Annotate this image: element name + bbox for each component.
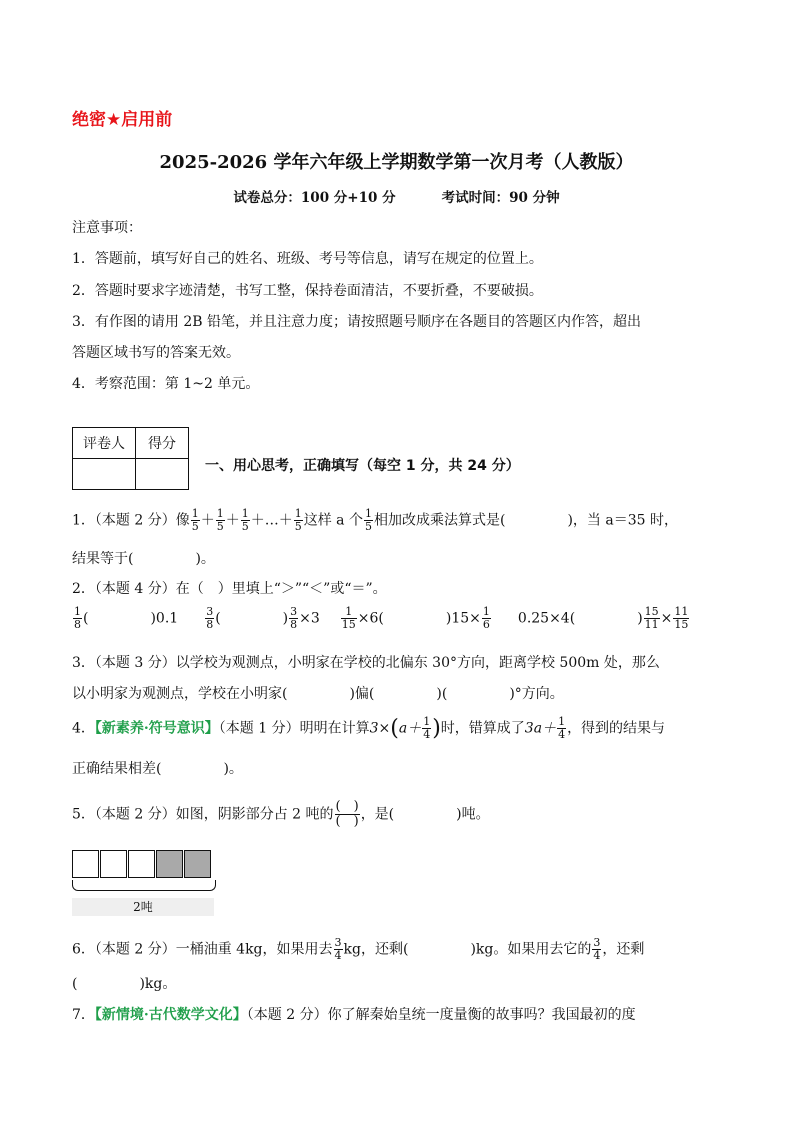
question-1-line2: 结果等于( )。 [72,551,215,567]
bar-brace [72,880,216,891]
reviewer-header: 评卷人 [73,428,136,459]
question-6: 6．（本题 2 分）一桶油重 4kg，如果用去 $\frac{3}{4}$ kg，还剩( )kg。如果用去它的 $\frac{3}{4}$ ，还剩 [72,936,645,962]
bar-cell [72,850,99,878]
exam-meta [0,186,793,206]
section-1-heading: 一、用心思考，正确填写（每空 1 分，共 24 分） [205,458,520,474]
question-6-line2: ( )kg。 [72,976,177,992]
score-table [72,427,189,490]
bar-cell [128,850,155,878]
bar-cell-shaded [184,850,211,878]
score-header: 得分 [136,428,189,459]
bar-cell-shaded [156,850,183,878]
question-2: 2．（本题 4 分）在（ ）里填上“＞”“＜”或“＝”。 [72,581,387,597]
reviewer-cell[interactable] [73,459,136,490]
question-tag: 【新素养·符号意识】 [94,720,219,737]
note-1: 1．答题前，填写好自己的姓名、班级、考号等信息，请写在规定的位置上。 [72,251,543,267]
note-3: 3．有作图的请用 2B 铅笔，并且注意力度；请按照题号顺序在各题目的答题区内作答，超出 [72,314,642,330]
question-7: 7．【新情境·古代数学文化】（本题 2 分）你了解秦始皇统一度量衡的故事吗？我国最初的度 [72,1007,636,1023]
exam-title: 2025-2026 学年六年级上学期数学第一次月考（人教版） [159,152,634,173]
question-4: 4．【新素养·符号意识】（本题 1 分）明明在计算3×(a＋ $\frac{1}{4}$ )时，错算成了3a＋ $\frac{1}{4}$ ，得到的结果与 [72,715,666,741]
score-cell[interactable] [136,459,189,490]
question-5: 5．（本题 2 分）如图，阴影部分占 2 吨的 ( ) ( ) ，是( )吨。 [72,799,490,829]
question-2-items: $\frac{1}{8}$ ( )0.1 $\frac{3}{8}$ ( ) $\frac{3}{8}$ ×3 $\frac{1}{15}$ ×6( )15× $\frac{1}{6}$ 0.25×4( ) $\frac{15}{11}$ × $\frac{11}{15}$ [74,605,689,631]
total-score: 试卷总分：100 分+10 分 [233,190,396,206]
exam-time: 考试时间：90 分钟 [441,190,560,206]
question-3: 3．（本题 3 分）以学校为观测点，小明家在学校的北偏东 30°方向，距离学校 500m 处，那么 [72,655,660,671]
question-tag: 【新情境·古代数学文化】 [94,1007,247,1023]
bar-cell [100,850,127,878]
question-1: 1．（本题 2 分）像 $\frac{1}{5}$ ＋ $\frac{1}{5}$ ＋ $\frac{1}{5}$ ＋…＋ $\frac{1}{5}$ 这样 a 个 $\frac{1}{5}$ 相加改成乘法算式是( )，当 a＝35 时， [72,507,678,533]
notes-heading: 注意事项： [72,220,142,236]
note-4: 4．考察范围：第 1~2 单元。 [72,376,260,392]
secret-label: 绝密★启用前 [72,110,173,130]
question-4-line2: 正确结果相差( )。 [72,761,243,777]
note-3-cont: 答题区域书写的答案无效。 [72,345,240,361]
note-2: 2．答题时要求字迹清楚，书写工整，保持卷面清洁，不要折叠，不要破损。 [72,283,543,299]
question-3-line2: 以小明家为观测点，学校在小明家( )偏( )( )°方向。 [72,686,564,702]
bar-label: 2吨 [72,898,214,916]
